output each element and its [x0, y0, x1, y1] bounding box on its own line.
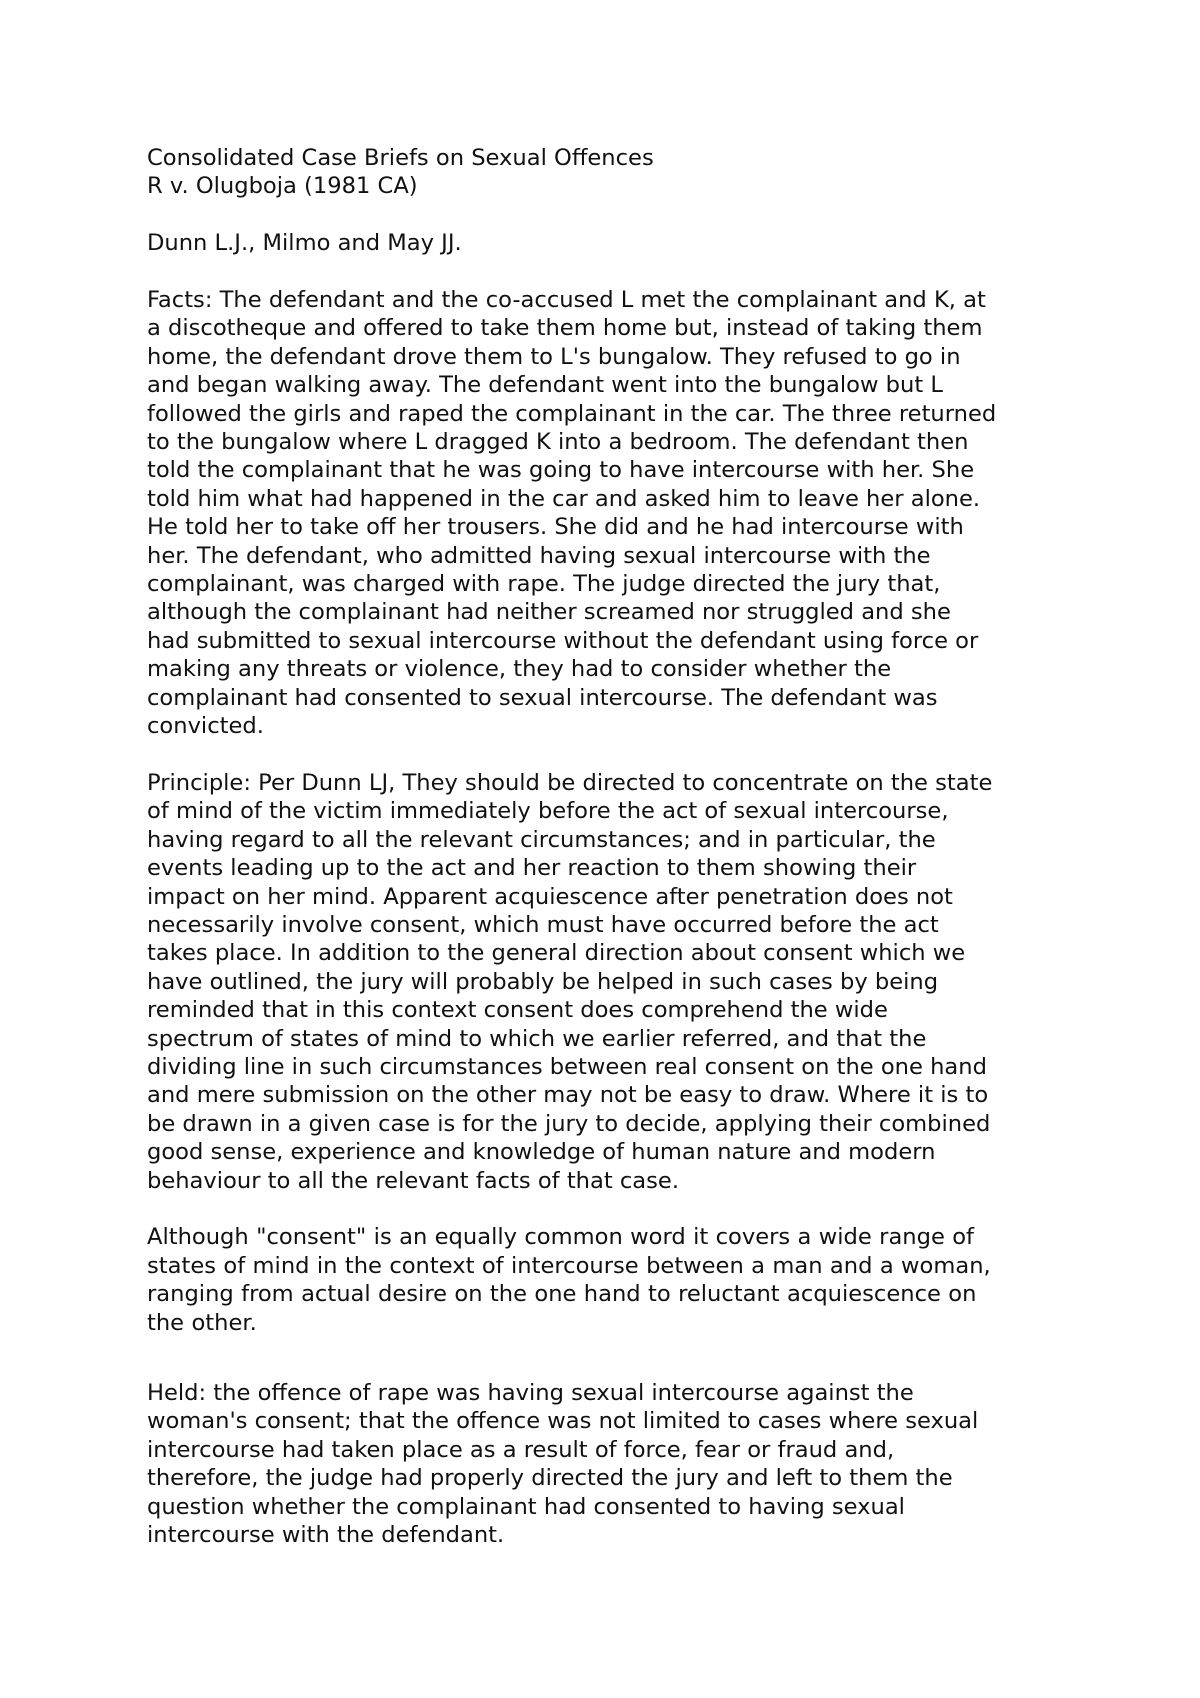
consent-note-line: ranging from actual desire on the one hand to reluctant acquiescence on — [147, 1281, 977, 1308]
principle-line: events leading up to the act and her reaction to them showing their — [147, 855, 917, 882]
facts-line: although the complainant had neither screamed nor struggled and she — [147, 599, 951, 626]
held-line: therefore, the judge had properly directed the jury and left to them the — [147, 1465, 953, 1492]
principle-line: good sense, experience and knowledge of human nature and modern — [147, 1139, 936, 1166]
principle-line: have outlined, the jury will probably be helped in such cases by being — [147, 968, 939, 995]
facts-line: told the complainant that he was going to have intercourse with her. She — [147, 457, 975, 484]
facts-line: complainant, was charged with rape. The judge directed the jury that, — [147, 571, 941, 598]
principle-line: be drawn in a given case is for the jury to decide, applying their combined — [147, 1110, 991, 1137]
facts-line: had submitted to sexual intercourse without the defendant using force or — [147, 627, 979, 654]
judges: Dunn L.J., Milmo and May JJ. — [147, 230, 462, 257]
facts-line: home, the defendant drove them to L's bungalow. They refused to go in — [147, 343, 961, 370]
principle-line: Principle: Per Dunn LJ, They should be directed to concentrate on the state — [147, 769, 993, 796]
facts-line: making any threats or violence, they had to consider whether the — [147, 656, 892, 683]
facts-line: Facts: The defendant and the co-accused L met the complainant and K, at — [147, 287, 986, 313]
spacer — [147, 1195, 1077, 1223]
facts-line: He told her to take off her trousers. She did and he had intercourse with — [147, 514, 964, 541]
principle-line: reminded that in this context consent does comprehend the wide — [147, 997, 888, 1024]
spacer — [147, 1337, 1077, 1379]
held-line: question whether the complainant had consented to having sexual — [147, 1493, 905, 1520]
held-line: Held: the offence of rape was having sexual intercourse against the — [147, 1380, 914, 1406]
principle-line: spectrum of states of mind to which we earlier referred, and that the — [147, 1025, 927, 1052]
principle-line: and mere submission on the other may not be easy to draw. Where it is to — [147, 1082, 989, 1109]
held-paragraph — [147, 1379, 1077, 1549]
document-title: Consolidated Case Briefs on Sexual Offences — [147, 145, 654, 171]
principle-line: having regard to all the relevant circumstances; and in particular, the — [147, 826, 936, 853]
consent-note-line: states of mind in the context of intercourse between a man and a woman, — [147, 1252, 991, 1279]
document-body — [147, 144, 1077, 1549]
spacer — [147, 741, 1077, 769]
held-line: woman's consent; that the offence was not limited to cases where sexual — [147, 1408, 979, 1435]
facts-line: and began walking away. The defendant went into the bungalow but L — [147, 372, 943, 399]
facts-line: told him what had happened in the car and asked him to leave her alone. — [147, 485, 981, 512]
consent-note-line: the other. — [147, 1309, 257, 1336]
principle-line: behaviour to all the relevant facts of that case. — [147, 1167, 680, 1194]
case-name: R v. Olugboja (1981 CA) — [147, 173, 418, 200]
facts-line: to the bungalow where L dragged K into a bedroom. The defendant then — [147, 429, 969, 456]
principle-line: of mind of the victim immediately before the act of sexual intercourse, — [147, 798, 949, 825]
principle-line: dividing line in such circumstances between real consent on the one hand — [147, 1053, 987, 1080]
principle-line: takes place. In addition to the general direction about consent which we — [147, 940, 966, 967]
facts-line: convicted. — [147, 713, 264, 740]
spacer — [147, 201, 1077, 229]
facts-line: complainant had consented to sexual intercourse. The defendant was — [147, 684, 938, 711]
facts-line: a discotheque and offered to take them home but, instead of taking them — [147, 315, 983, 342]
spacer — [147, 258, 1077, 286]
facts-line: her. The defendant, who admitted having sexual intercourse with the — [147, 542, 931, 569]
consent-note-line: Although "consent" is an equally common word it covers a wide range of — [147, 1224, 975, 1251]
held-line: intercourse with the defendant. — [147, 1522, 505, 1549]
principle-line: impact on her mind. Apparent acquiescence after penetration does not — [147, 883, 953, 910]
facts-paragraph — [147, 286, 1077, 741]
consent-note-paragraph — [147, 1223, 1077, 1337]
held-line: intercourse had taken place as a result of force, fear or fraud and, — [147, 1436, 895, 1463]
principle-paragraph — [147, 769, 1077, 1195]
facts-line: followed the girls and raped the complainant in the car. The three returned — [147, 400, 997, 427]
principle-line: necessarily involve consent, which must have occurred before the act — [147, 911, 939, 938]
